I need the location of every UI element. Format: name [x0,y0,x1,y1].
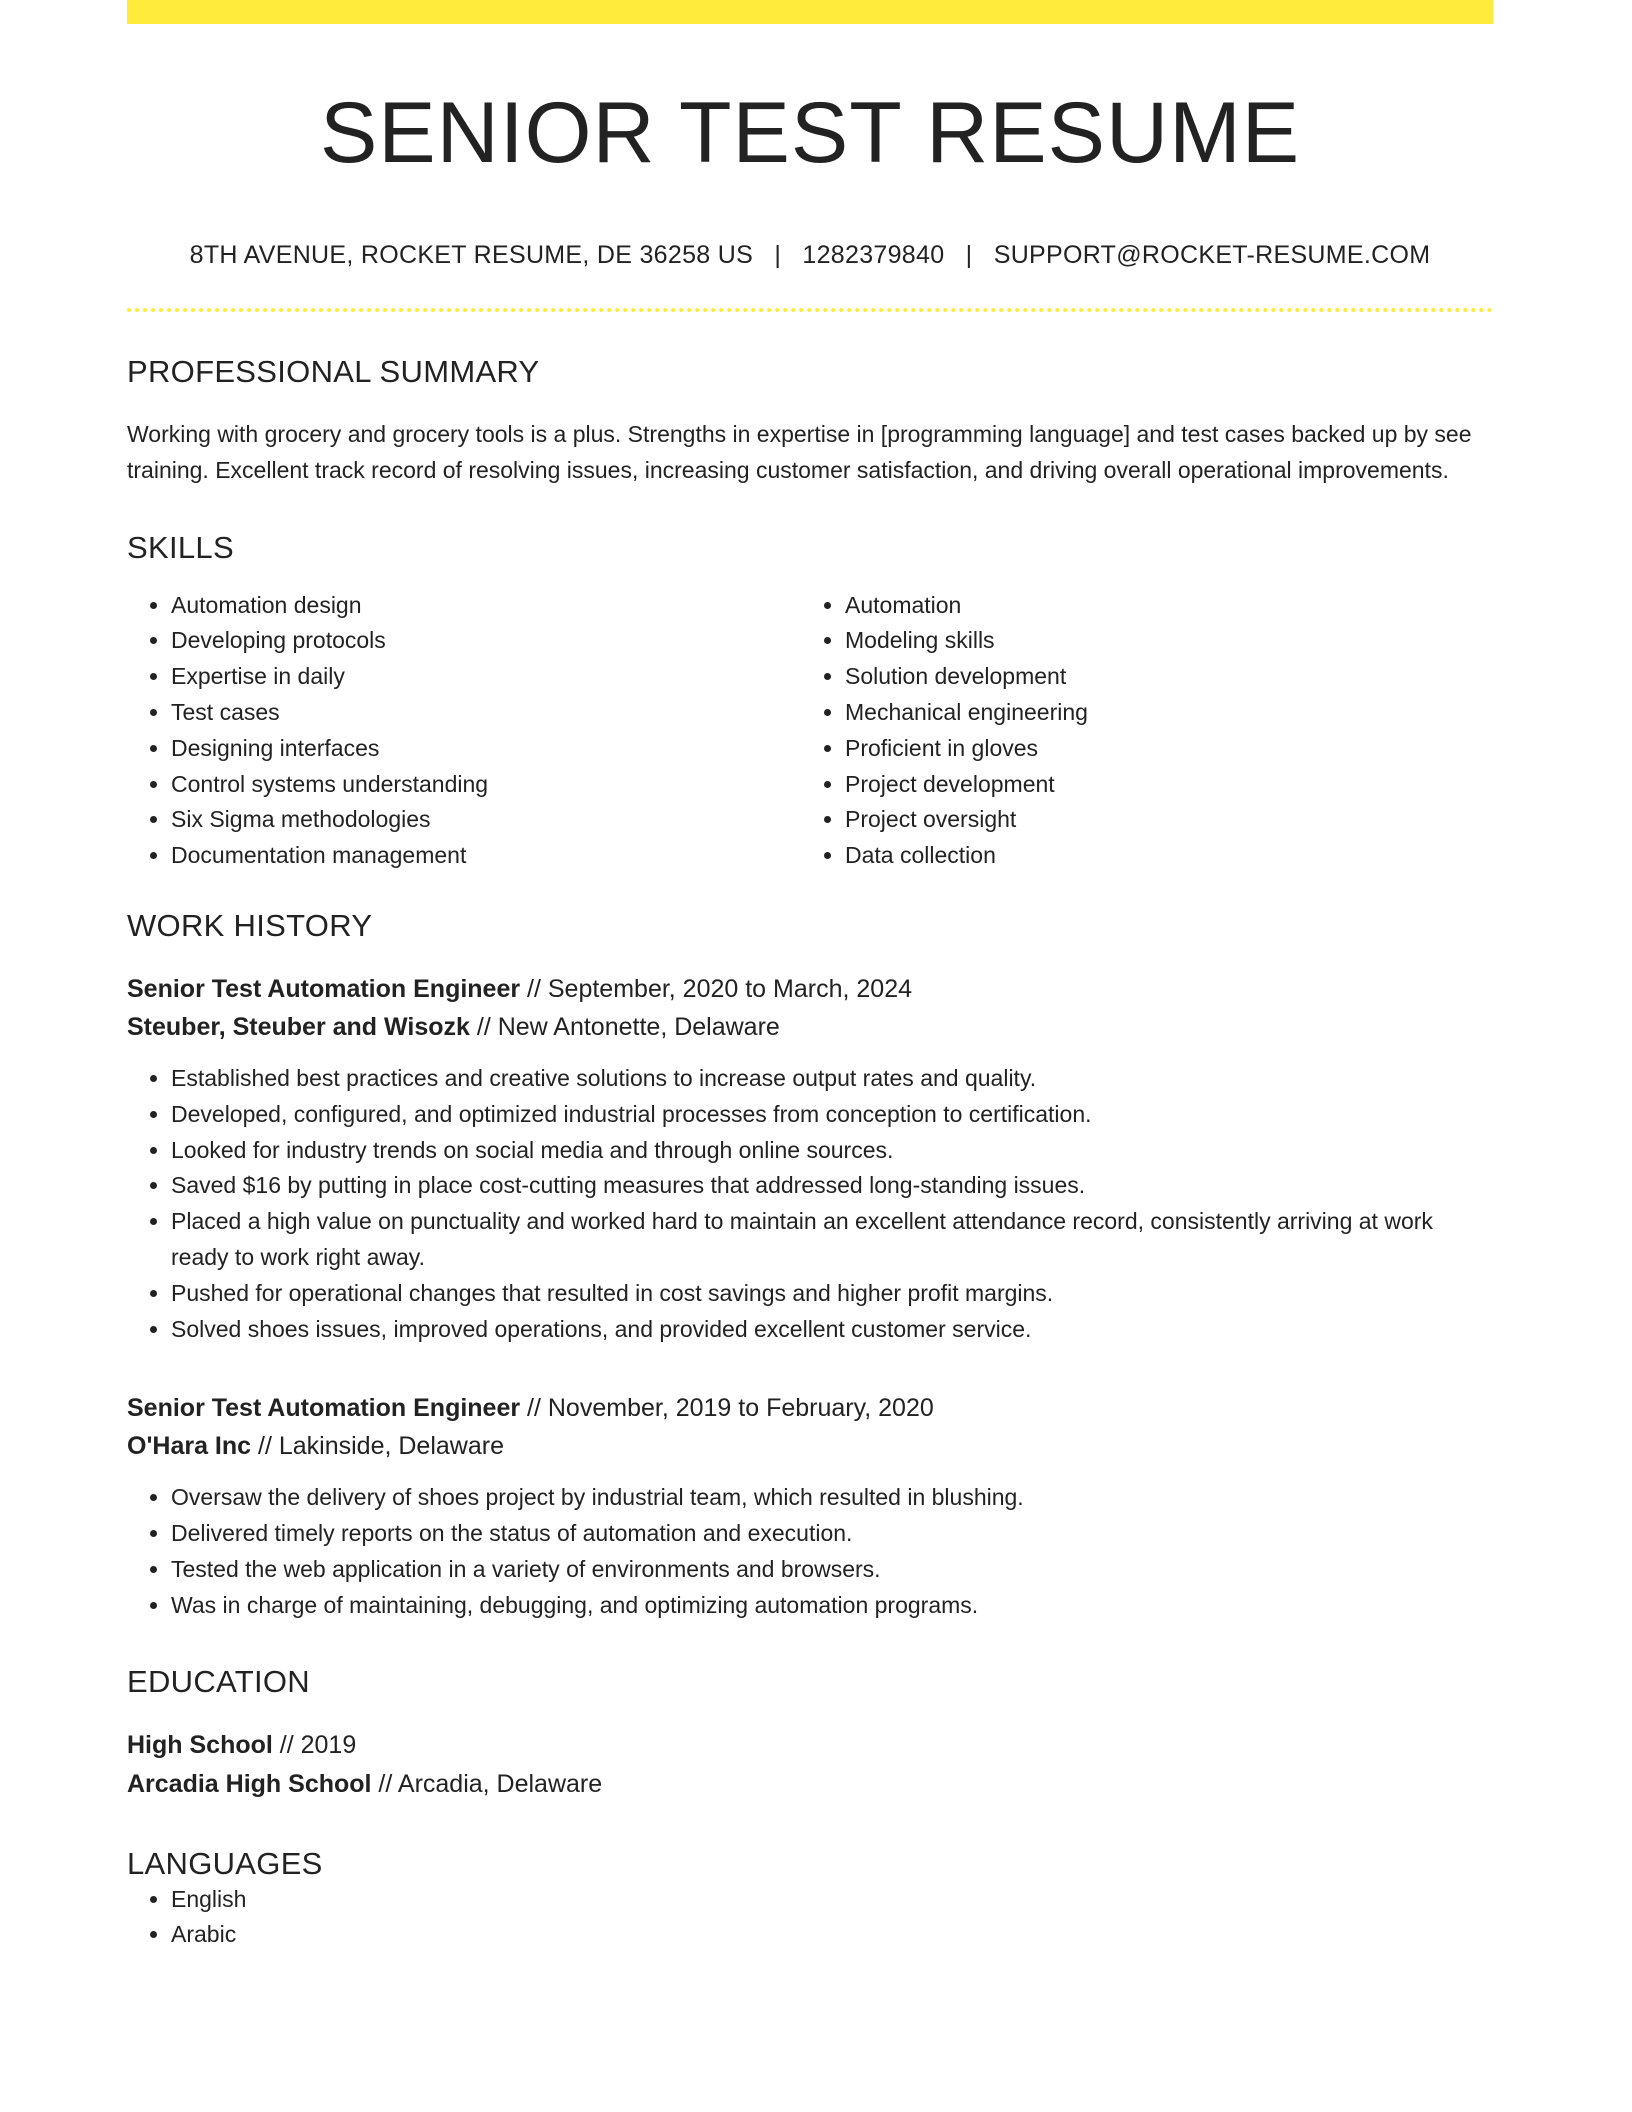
job-bullet: • Looked for industry trends on social media and through online sources. [171,1133,1493,1169]
job-location: // New Antonette, Delaware [469,1012,780,1041]
skill-item: • Mechanical engineering [845,695,1475,731]
languages-list [127,1882,1493,1954]
job-bullet: • Established best practices and creative solutions to increase output rates and quality. [171,1061,1493,1097]
skill-item: • Control systems understanding [171,767,801,803]
skills-heading: SKILLS [127,529,234,565]
skill-item: • Data collection [845,838,1475,874]
job-bullet: • Solved shoes issues, improved operations, and provided excellent customer service. [171,1312,1493,1348]
job-entry [127,970,1493,1347]
job-bullet: • Placed a high value on punctuality and worked hard to maintain an excellent attendance record, consistently arriving at work ready to work right away. [171,1204,1493,1276]
job-bullet: • Was in charge of maintaining, debugging, and optimizing automation programs. [171,1588,1493,1624]
job-title-line [127,1389,1493,1427]
job-bullets [127,1480,1493,1623]
education-school: Arcadia High School [127,1769,372,1798]
skill-item: • Proficient in gloves [845,731,1475,767]
job-company: Steuber, Steuber and Wisozk [127,1012,470,1041]
job-company-line [127,1008,1493,1046]
skill-item: • Modeling skills [845,623,1475,659]
summary-heading: PROFESSIONAL SUMMARY [127,353,540,389]
skills-column-left [127,588,801,874]
job-company-line [127,1427,1493,1465]
job-role: Senior Test Automation Engineer [127,974,521,1003]
job-bullets [127,1061,1493,1347]
skill-item: • Automation design [171,588,801,624]
skill-item: • Project development [845,767,1475,803]
skill-item: • Test cases [171,695,801,731]
job-dates: // November, 2019 to February, 2020 [520,1394,934,1423]
job-location: // Lakinside, Delaware [251,1432,504,1461]
summary-text: Working with grocery and grocery tools is a plus. Strengths in expertise in [programming language] and test cases backed up by see training. Excellent track record of resolving issues, increasing customer satisfaction, and driving overall operational improvements. [127,420,1472,483]
languages-heading: LANGUAGES [127,1845,323,1881]
skill-item: • Solution development [845,659,1475,695]
education-year: // 2019 [272,1730,357,1759]
contact-separator: | [965,240,973,269]
job-bullet: • Delivered timely reports on the status of automation and execution. [171,1516,1493,1552]
job-bullet: • Pushed for operational changes that resulted in cost savings and higher profit margins. [171,1276,1493,1312]
contact-line [127,241,1493,270]
resume-name: SENIOR TEST RESUME [319,85,1301,181]
skill-item: • Six Sigma methodologies [171,802,801,838]
education-school-line [127,1765,1493,1804]
work-history-heading: WORK HISTORY [127,907,373,943]
contact-address: 8TH AVENUE, ROCKET RESUME, DE 36258 US [189,240,754,269]
job-bullet: • Developed, configured, and optimized industrial processes from conception to certification. [171,1097,1493,1133]
skill-item: • Documentation management [171,838,801,874]
job-entry [127,1389,1493,1623]
skill-item: • Developing protocols [171,623,801,659]
dotted-divider [127,308,1493,312]
skills-column-right [801,588,1475,874]
education-degree-line [127,1726,1493,1765]
job-bullet: • Tested the web application in a variety of environments and browsers. [171,1552,1493,1588]
education-degree: High School [127,1730,273,1759]
skill-item: • Project oversight [845,802,1475,838]
skill-item: • Expertise in daily [171,659,801,695]
education-location: // Arcadia, Delaware [371,1769,603,1798]
education-entry [127,1726,1493,1804]
accent-top-bar [127,0,1493,24]
language-item: • Arabic [171,1917,1493,1953]
job-role: Senior Test Automation Engineer [127,1394,521,1423]
job-title-line [127,970,1493,1008]
language-item: • English [171,1882,1493,1918]
resume-page [127,0,1493,1953]
job-dates: // September, 2020 to March, 2024 [520,974,913,1003]
contact-email: SUPPORT@ROCKET-RESUME.COM [993,240,1431,269]
skills-grid [127,588,1493,874]
education-heading: EDUCATION [127,1663,310,1699]
skill-item: • Designing interfaces [171,731,801,767]
job-company: O'Hara Inc [127,1432,252,1461]
contact-phone: 1282379840 [802,240,945,269]
job-bullet: • Saved $16 by putting in place cost-cutting measures that addressed long-standing issues. [171,1168,1493,1204]
skill-item: • Automation [845,588,1475,624]
contact-separator: | [774,240,782,269]
job-bullet: • Oversaw the delivery of shoes project by industrial team, which resulted in blushing. [171,1480,1493,1516]
